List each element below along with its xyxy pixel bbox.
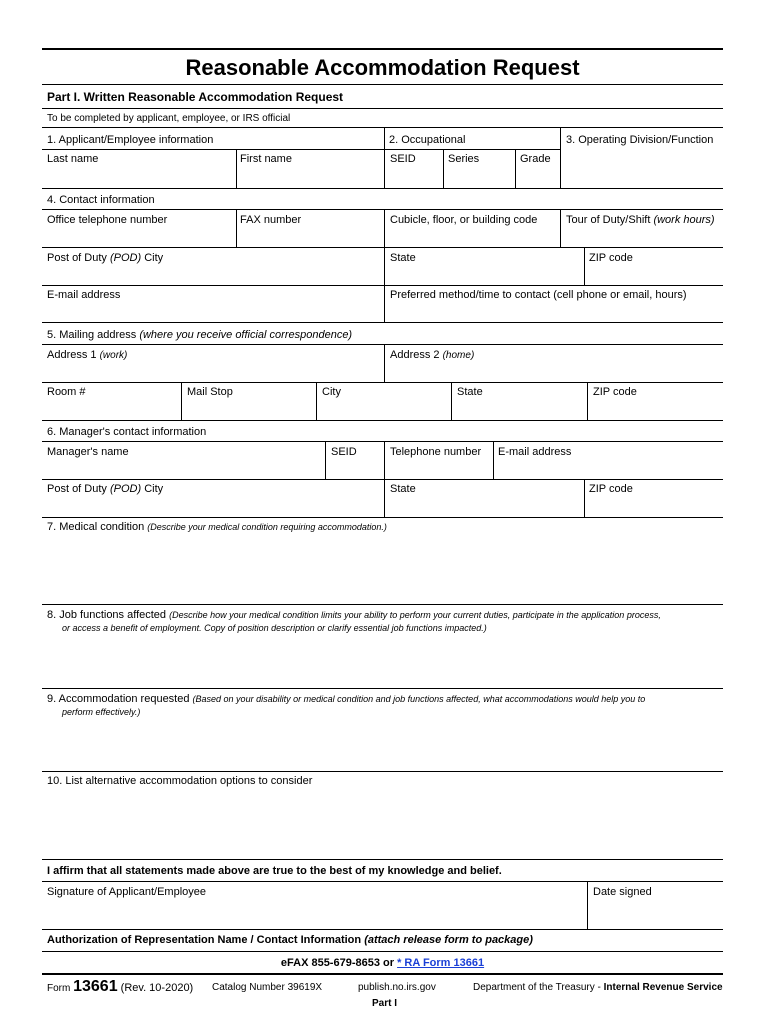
seid-label: SEID xyxy=(390,153,416,165)
tour-label-italic: (work hours) xyxy=(653,214,715,226)
sec7-heading xyxy=(47,521,387,534)
sec9-heading-text: 9. Accommodation requested xyxy=(47,693,193,705)
pod-suffix: City xyxy=(141,252,164,264)
sec9-note-line2: perform effectively.) xyxy=(62,707,141,717)
manager-pod-label xyxy=(47,483,163,496)
operating-division-input[interactable] xyxy=(561,148,723,187)
sec8-heading xyxy=(47,609,661,622)
form-number: 13661 xyxy=(73,978,118,995)
email-input[interactable] xyxy=(43,303,383,321)
address1-text: Address 1 xyxy=(47,349,100,361)
rule xyxy=(42,604,723,605)
rule xyxy=(42,127,723,128)
top-rule xyxy=(42,48,723,50)
manager-zip-input[interactable] xyxy=(585,498,723,516)
rule xyxy=(42,771,723,772)
sec8-heading-text: 8. Job functions affected xyxy=(47,609,170,621)
rule xyxy=(42,382,723,383)
manager-name-input[interactable] xyxy=(43,460,324,478)
rule xyxy=(42,688,723,689)
email-label: E-mail address xyxy=(47,289,121,301)
rule xyxy=(42,479,723,480)
series-label: Series xyxy=(448,153,480,165)
rule xyxy=(42,209,723,210)
rule xyxy=(42,441,723,442)
signature-label: Signature of Applicant/Employee xyxy=(47,886,206,898)
cubicle-input[interactable] xyxy=(385,228,559,246)
zip-input[interactable] xyxy=(585,266,723,284)
manager-seid-label: SEID xyxy=(331,446,357,458)
address1-input[interactable] xyxy=(43,363,383,381)
series-input[interactable] xyxy=(444,166,514,187)
job-functions-input[interactable] xyxy=(43,636,723,686)
sec5-heading-italic: (where you receive official correspondence) xyxy=(139,329,353,341)
sec2-heading: 2. Occupational xyxy=(389,134,466,146)
rule xyxy=(42,859,723,860)
pod-city-input[interactable] xyxy=(43,266,383,284)
manager-pod-italic: (POD) xyxy=(109,483,142,495)
efax-text: eFAX 855-679-8653 or xyxy=(280,957,398,969)
state-input[interactable] xyxy=(385,266,583,284)
part1-heading: Part I. Written Reasonable Accommodation Request xyxy=(47,90,344,104)
address2-input[interactable] xyxy=(385,363,723,381)
title-rule xyxy=(42,84,723,85)
sec1-heading: 1. Applicant/Employee information xyxy=(47,134,214,146)
cubicle-label: Cubicle, floor, or building code xyxy=(390,214,538,226)
sec9-heading xyxy=(47,693,645,706)
manager-email-label: E-mail address xyxy=(498,446,572,458)
manager-pod-suffix: City xyxy=(141,483,164,495)
rule xyxy=(42,108,723,109)
accommodation-input[interactable] xyxy=(43,720,723,769)
last-name-input[interactable] xyxy=(43,166,235,187)
address2-italic: (home) xyxy=(442,350,475,361)
sec7-note: (Describe your medical condition requiring accommodation.) xyxy=(147,522,387,532)
state-label: State xyxy=(390,252,416,264)
first-name-input[interactable] xyxy=(237,166,383,187)
sec8-note-line1: (Describe how your medical condition limits your ability to perform your current duties, participate in the application process, xyxy=(169,610,661,620)
fax-label: FAX number xyxy=(240,214,302,226)
mailstop-label: Mail Stop xyxy=(187,386,233,398)
address2-label xyxy=(390,349,474,362)
manager-seid-input[interactable] xyxy=(326,460,383,478)
rule xyxy=(42,517,723,518)
form-word: Form xyxy=(47,983,74,994)
sec8-note-line2: or access a benefit of employment. Copy of position description or clarify essential job functions impacted.) xyxy=(62,623,487,633)
first-name-label: First name xyxy=(240,153,292,165)
mailing-state-input[interactable] xyxy=(452,401,586,419)
rule xyxy=(42,247,723,248)
manager-phone-input[interactable] xyxy=(385,460,492,478)
address1-italic: (work) xyxy=(99,350,128,361)
department-text: Department of the Treasury - xyxy=(473,982,604,993)
grade-label: Grade xyxy=(520,153,551,165)
signature-input[interactable] xyxy=(43,900,586,928)
sec5-heading xyxy=(47,329,352,342)
rule xyxy=(42,188,723,189)
mailing-zip-input[interactable] xyxy=(588,401,723,419)
rule xyxy=(42,881,723,882)
sec6-heading: 6. Manager's contact information xyxy=(47,426,207,438)
sec3-heading: 3. Operating Division/Function xyxy=(566,134,714,146)
room-label: Room # xyxy=(47,386,86,398)
department-bold: Internal Revenue Service xyxy=(603,982,723,993)
date-signed-input[interactable] xyxy=(588,900,723,928)
manager-pod-text: Post of Duty xyxy=(47,483,110,495)
tour-input[interactable] xyxy=(561,228,723,246)
form-revision: (Rev. 10-2020) xyxy=(117,982,194,994)
rule xyxy=(42,929,723,930)
address1-label xyxy=(47,349,127,362)
footer-rule xyxy=(42,973,723,975)
alternatives-input[interactable] xyxy=(43,790,723,856)
page-title: Reasonable Accommodation Request xyxy=(185,55,580,80)
fax-input[interactable] xyxy=(237,228,383,246)
address2-text: Address 2 xyxy=(390,349,443,361)
manager-name-label: Manager's name xyxy=(47,446,129,458)
rule xyxy=(42,322,723,323)
manager-state-label: State xyxy=(390,483,416,495)
authorization-label xyxy=(47,934,533,947)
seid-input[interactable] xyxy=(385,166,442,187)
mailing-state-label: State xyxy=(457,386,483,398)
authorization-input[interactable] xyxy=(545,931,723,950)
rule xyxy=(42,149,561,150)
preferred-contact-label: Preferred method/time to contact (cell phone or email, hours) xyxy=(390,289,687,301)
publish-url: publish.no.irs.gov xyxy=(358,982,436,993)
sec5-heading-text: 5. Mailing address xyxy=(47,329,140,341)
mailing-city-input[interactable] xyxy=(317,401,450,419)
ra-form-link[interactable]: * RA Form 13661 xyxy=(397,957,485,969)
rule xyxy=(42,344,723,345)
sec9-note-line1: (Based on your disability or medical condition and job functions affected, what accommodations would help you to xyxy=(192,694,646,704)
catalog-number: Catalog Number 39619X xyxy=(212,982,323,993)
department xyxy=(473,981,723,994)
sec7-heading-text: 7. Medical condition xyxy=(47,521,148,533)
mailing-zip-label: ZIP code xyxy=(593,386,637,398)
manager-email-input[interactable] xyxy=(494,460,723,478)
rule xyxy=(42,951,723,952)
sec4-heading: 4. Contact information xyxy=(47,194,155,206)
instructions: To be completed by applicant, employee, or IRS official xyxy=(47,113,291,124)
efax-line xyxy=(42,957,723,970)
sec10-heading: 10. List alternative accommodation options to consider xyxy=(47,775,313,787)
pod-city-label xyxy=(47,252,163,265)
rule xyxy=(42,285,723,286)
office-phone-label: Office telephone number xyxy=(47,214,168,226)
manager-zip-label: ZIP code xyxy=(589,483,633,495)
rule xyxy=(42,420,723,421)
tour-label xyxy=(566,214,715,227)
date-signed-label: Date signed xyxy=(593,886,652,898)
zip-label: ZIP code xyxy=(589,252,633,264)
medical-condition-input[interactable] xyxy=(43,536,723,602)
manager-state-input[interactable] xyxy=(385,498,583,516)
mailstop-input[interactable] xyxy=(182,401,315,419)
last-name-label: Last name xyxy=(47,153,99,165)
authorization-italic: (attach release form to package) xyxy=(364,934,533,946)
manager-pod-input[interactable] xyxy=(43,498,383,516)
mailing-city-label: City xyxy=(322,386,341,398)
office-phone-input[interactable] xyxy=(43,228,235,246)
authorization-text: Authorization of Representation Name / Contact Information xyxy=(47,934,365,946)
room-input[interactable] xyxy=(43,401,180,419)
affirmation: I affirm that all statements made above are true to the best of my knowledge and belief. xyxy=(47,865,502,877)
form-id xyxy=(47,979,193,997)
grade-input[interactable] xyxy=(516,166,559,187)
manager-phone-label: Telephone number xyxy=(390,446,482,458)
part-label: Part I xyxy=(372,998,398,1009)
pod-text: Post of Duty xyxy=(47,252,110,264)
pod-italic: (POD) xyxy=(109,252,142,264)
preferred-contact-input[interactable] xyxy=(385,303,723,321)
tour-label-text: Tour of Duty/Shift xyxy=(566,214,654,226)
